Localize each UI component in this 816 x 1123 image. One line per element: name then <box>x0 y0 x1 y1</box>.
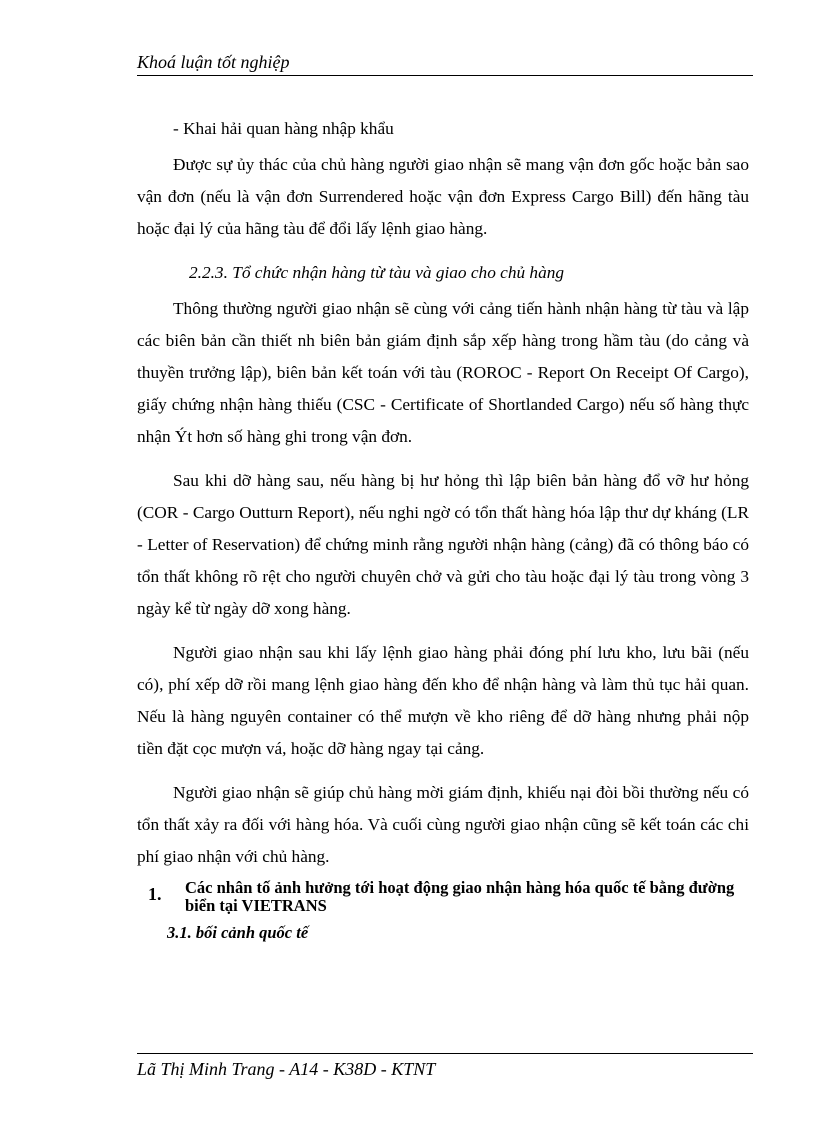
footer-divider <box>137 1053 753 1054</box>
page-header <box>137 50 753 76</box>
paragraph-1: Được sự ủy thác của chủ hàng người giao nhận sẽ mang vận đơn gốc hoặc bản sao vận đơn (nếu là vận đơn Surrendered hoặc vận đơn Express Cargo Bill) đến hãng tàu hoặc đại lý của hãng tàu để đổi lấy lệnh giao hàng. <box>137 155 749 238</box>
page-footer <box>137 1057 435 1081</box>
header-title: Khoá luận tốt nghiệp <box>137 52 290 72</box>
paragraph-3: Sau khi dỡ hàng sau, nếu hàng bị hư hỏng thì lập biên bản hàng đổ vỡ hư hỏng (COR - Cargo Outturn Report), nếu nghi ngờ có tổn thất hàng hóa lập thư dự kháng (LR - Letter of Reservation) để chứng minh rằng người nhận hàng (cảng) đã có thông báo có tổn thất không rõ rệt cho người chuyên chở và gửi cho tàu hoặc đại lý tàu trong vòng 3 ngày kể từ ngày dỡ xong hàng. <box>137 471 749 618</box>
subsection-heading: 3.1. bối cảnh quốc tế <box>167 923 309 942</box>
bullet-customs: - Khai hải quan hàng nhập khẩu <box>173 119 394 138</box>
section-number: 1. <box>148 884 162 904</box>
paragraph-4: Người giao nhận sau khi lấy lệnh giao hàng phải đóng phí lưu kho, lưu bãi (nếu có), phí xếp dỡ rồi mang lệnh giao hàng đến kho để nhận hàng và làm thủ tục hải quan. Nếu là hàng nguyên container có thể mượn về kho riêng để dỡ hàng nhưng phải nộp tiền đặt cọc mượn vá, hoặc dỡ hàng ngay tại cảng. <box>137 643 749 758</box>
subheading-2-2-3: 2.2.3. Tổ chức nhận hàng từ tàu và giao cho chủ hàng <box>189 263 564 282</box>
paragraph-2: Thông thường người giao nhận sẽ cùng với cảng tiến hành nhận hàng từ tàu và lập các biên bản cần thiết nh biên bản giám định sắp xếp hàng trong hầm tàu (do cảng và thuyền trưởng lập), biên bản kết toán với tàu (ROROC - Report On Receipt Of Cargo), giấy chứng nhận hàng thiếu (CSC - Certificate of Shortlanded Cargo) nếu số hàng thực nhận Ýt hơn số hàng ghi trong vận đơn. <box>137 299 749 446</box>
paragraph-5: Người giao nhận sẽ giúp chủ hàng mời giám định, khiếu nại đòi bồi thường nếu có tổn thất xảy ra đối với hàng hóa. Và cuối cùng người giao nhận cũng sẽ kết toán các chi phí giao nhận với chủ hàng. <box>137 783 749 866</box>
page-content <box>137 113 749 945</box>
section-title: Các nhân tố ảnh hưởng tới hoạt động giao nhận hàng hóa quốc tế bằng đường biển tại VIETRANS <box>185 878 735 915</box>
section-heading <box>137 879 749 915</box>
footer-author: Lã Thị Minh Trang - A14 - K38D - KTNT <box>137 1059 436 1079</box>
